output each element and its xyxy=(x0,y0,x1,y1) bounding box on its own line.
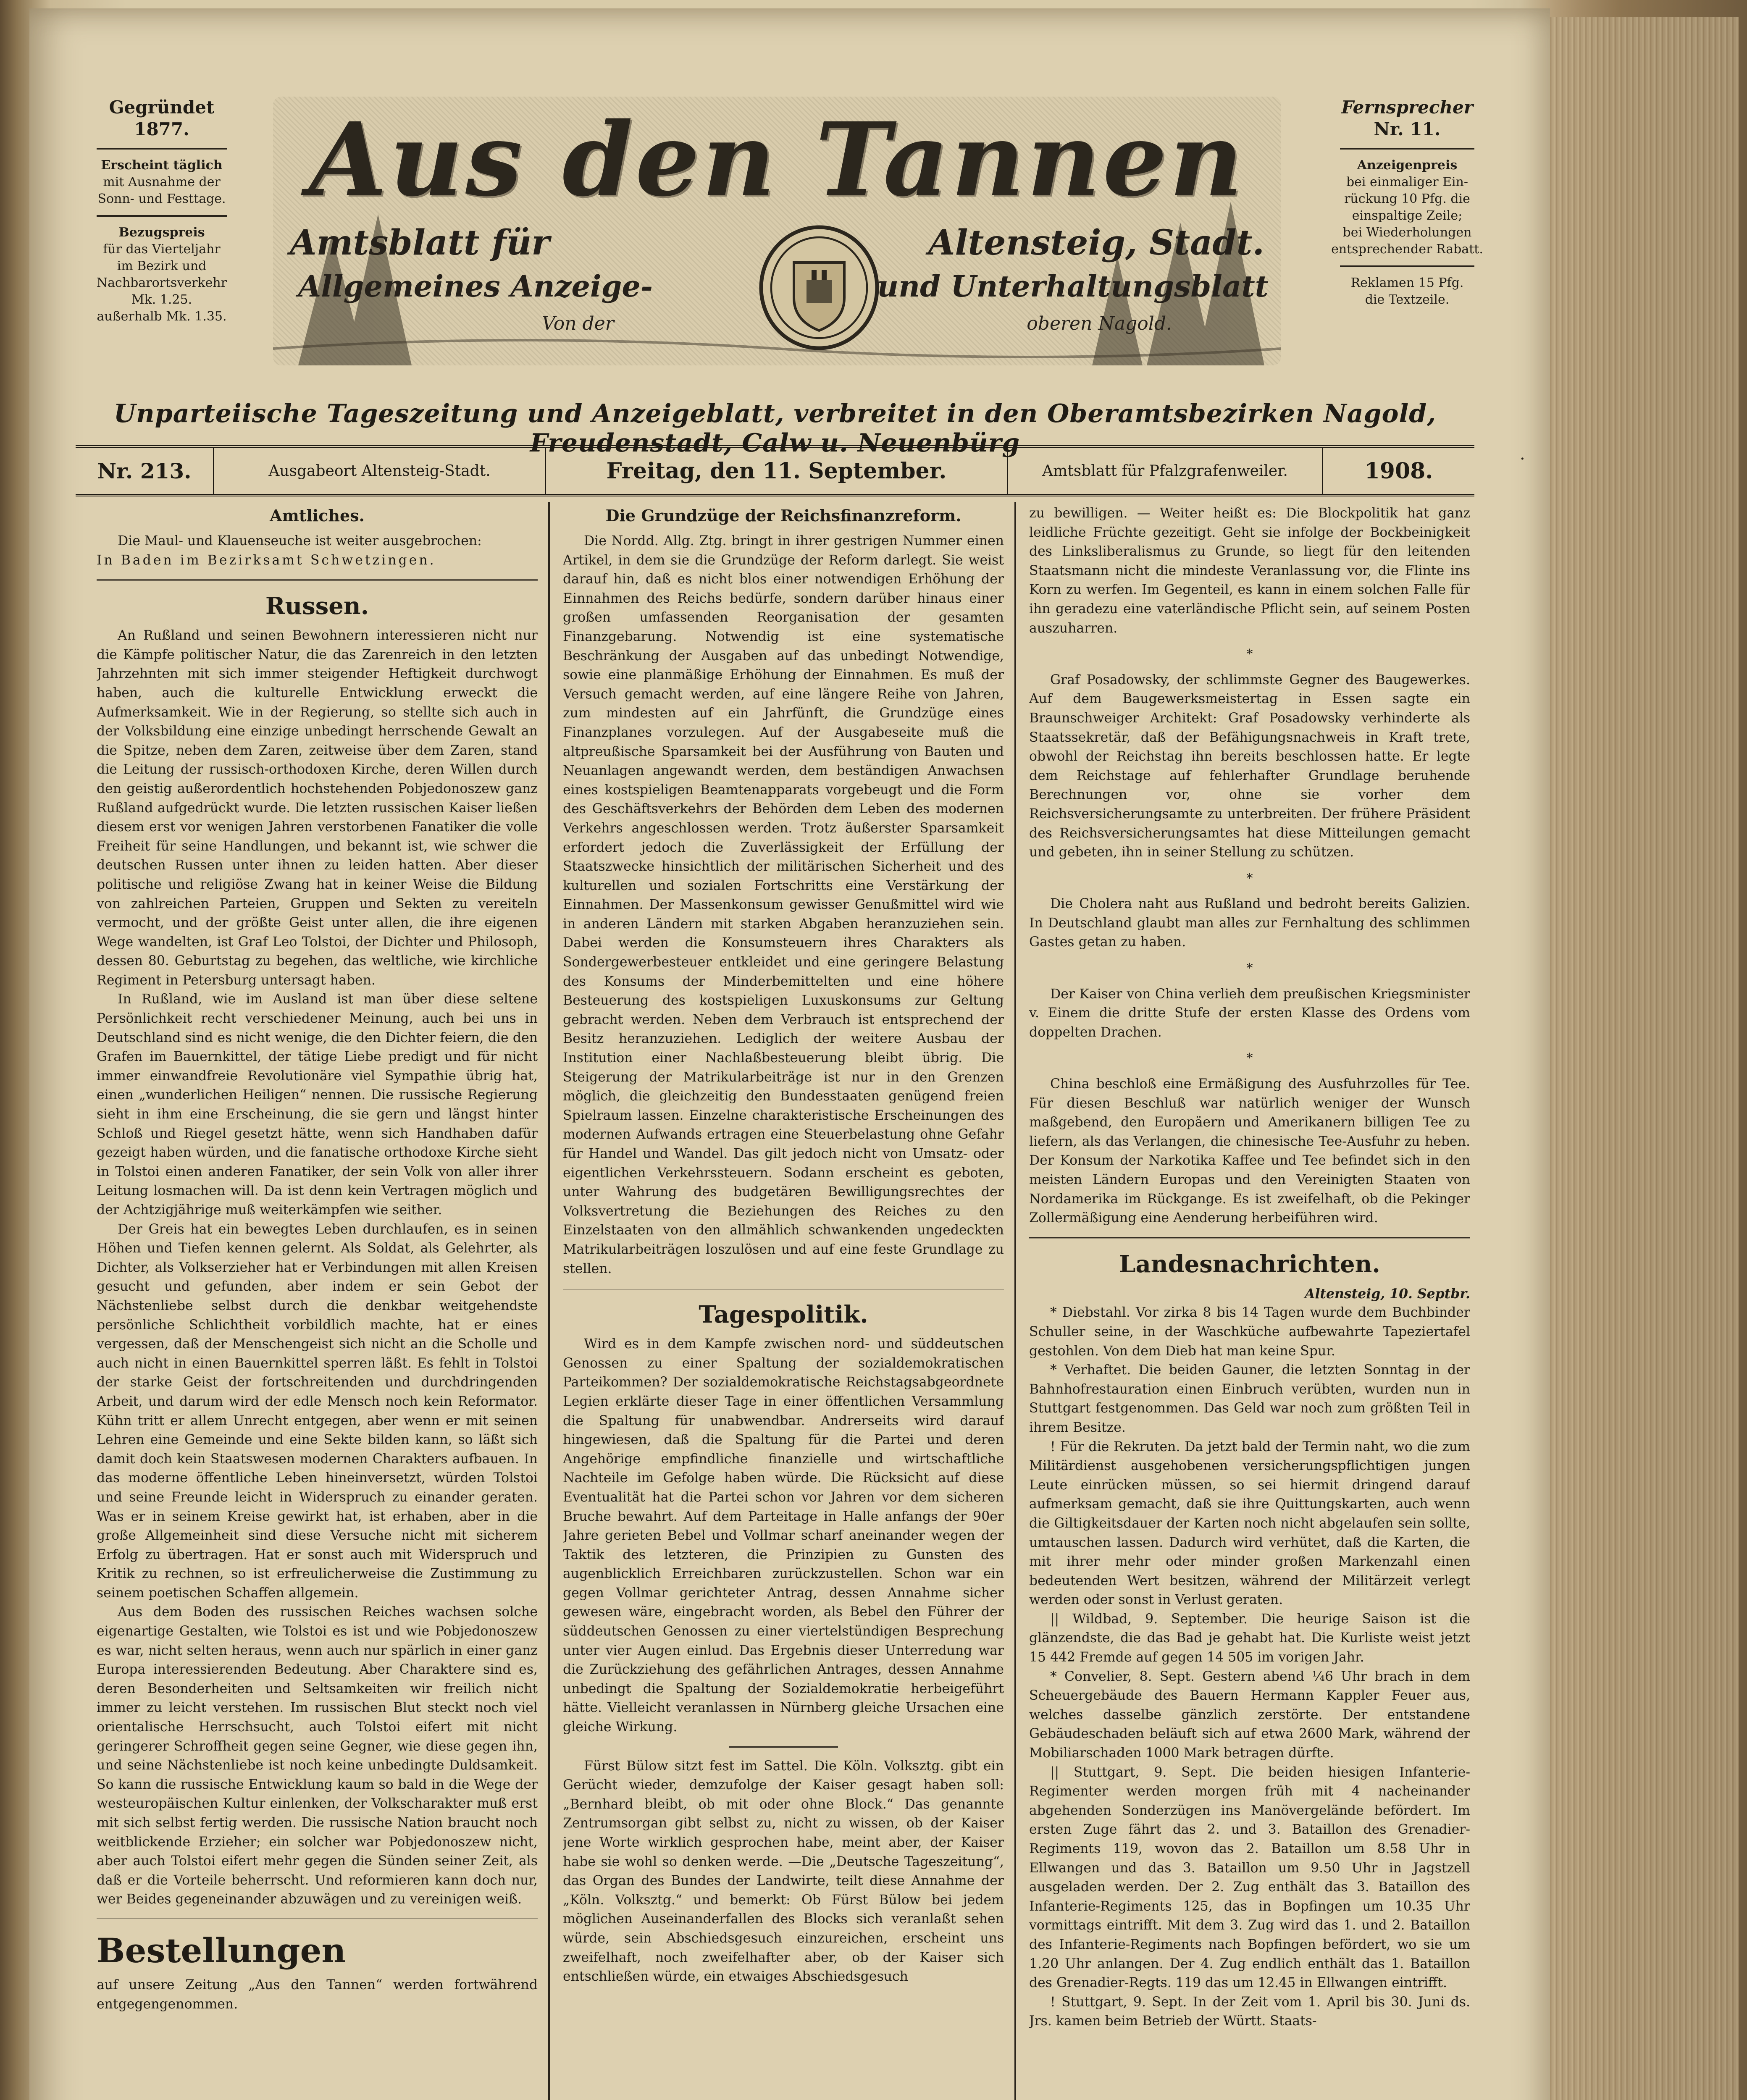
column-rule xyxy=(1014,502,1016,2100)
tagline: Unparteiische Tageszeitung und Anzeigeblatt, verbreitet in den Oberamtsbezirken Nagold, Freudenstadt, Calw u. Neuenbürg xyxy=(113,399,1437,458)
price-line-2: für das Vierteljahr xyxy=(103,242,221,257)
bestellungen-text: auf unsere Zeitung „Aus den Tannen“ werden fortwährend entgegengenommen. xyxy=(97,1977,538,2012)
separator-star: * xyxy=(1246,1051,1253,1066)
issue-year: 1908. xyxy=(1364,458,1433,484)
section-heading-tagespolitik: Tagespolitik. xyxy=(699,1301,868,1329)
ausgabeort: Ausgabeort Altensteig-Stadt. xyxy=(214,448,546,494)
appears-line-3: Sonn- und Festtage. xyxy=(97,192,226,206)
reichsfinanz-paragraph: Die Nordd. Allg. Ztg. bringt in ihrer gestrigen Nummer einen Artikel, in dem sie die Grundzüge der Reform darlegt. Sie weist darauf hin, daß es nicht blos einer notwendigen Erhöhung der Einnahmen des Reichs bedürfe, sondern darüber hinaus einer großen umfassenden Reorganisation der gesamten Finanzgebarung. Notwendig ist eine systematische Beschränkung der Ausgaben auf das unbedingt Notwendige, sowie eine planmäßige Erhöhung der Einnahmen. Es muß der Versuch gemacht werden, auf eine längere Reihe von Jahren, zum mindesten auf ein Jahrfünft, die Grundzüge eines Finanzplanes vorzulegen. Auf der Ausgabeseite muß die altpreußische Sparsamkeit bei der Ausführung von Bauten und Neuanlagen angewandt werden, dem beständigen Anwachsen eines kostspieligen Beamtenapparats vorgebeugt und die Form des Geschäftsverkehrs der Behörden dem Leben des modernen Verkehrs angeschlossen werden. Trotz äußerster Sparsamkeit erfordert jedoch die Zuverlässigkeit der Erfüllung der Staatszwecke hinsichtlich der militärischen Sicherheit und des kulturellen und sozialen Fortschritts eine Verstärkung der Einnahmen. Der Massenkonsum gewisser Genußmittel wird wie in anderen Ländern mit starken Abgaben heranzuziehen sein. Dabei werden die Konsumsteuern ihres Charakters als Sondergewerbesteuer entkleidet und eine geringere Belastung des Konsums der Minderbemittelten und eine höhere Besteuerung des kostspieligen Luxuskonsums zur Geltung gebracht werden. Neben dem Verbrauch ist entsprechend der Besitz heranzuziehen. Lediglich der weitere Ausbau der Institution einer Nachlaßbesteuerung bleibt übrig. Die Steigerung der Matrikularbeiträge ist nur in den Grenzen möglich, die gleichzeitig den Bundesstaaten genügend freien Spielraum lassen. Einzelne charakteristische Erscheinungen des modernen Aufwands ertragen eine Steuerbelastung ohne Gefahr für Handel und Wandel. Das gilt jedoch nicht von Umsatz- oder eigentlichen Verkehrssteuern. Sodann erscheint es geboten, unter Wahrung des budgetären Bewilligungsrechtes der Volksvertretung die Beziehungen des Reiches zu den Einzelstaaten von den allmählich schwankenden ungedeckten Matrikularbeiträgen loszulösen und auf eine feste Grundlage zu stellen. xyxy=(563,533,1004,1276)
divider xyxy=(97,215,227,217)
news-paragraph: Der Kaiser von China verlieh dem preußischen Kriegsminister v. Einem die dritte Stufe der ersten Klasse des Ordens vom doppelten Drachen. xyxy=(1029,986,1470,1040)
subtitle-left-1: Amtsblatt für xyxy=(290,223,550,263)
newspaper-title: Aus den Tannen xyxy=(309,100,1245,219)
page-stack-edge xyxy=(1529,17,1739,2100)
ad-line-5: bei Wiederholungen xyxy=(1342,225,1472,240)
article-heading-russen: Russen. xyxy=(265,592,369,620)
subtitle-right-3: oberen Nagold. xyxy=(1027,313,1172,334)
subtitle-left-3: Von der xyxy=(542,313,614,334)
reklame-line-2: die Textzeile. xyxy=(1365,292,1450,307)
subtitle-left-2: Allgemeines Anzeige- xyxy=(298,269,653,304)
local-news-item: * Diebstahl. Vor zirka 8 bis 14 Tagen wurde dem Buchbinder Schuller seine, in der Waschküche aufbewahrte Tapeziertafel gestohlen. Von dem Dieb hat man keine Spur. xyxy=(1029,1305,1470,1359)
russen-paragraph: Aus dem Boden des russischen Reiches wachsen solche eigenartige Gestalten, wie Tolstoi es ist und wie Pobjedonoszew es war, nicht selten heraus, wenn auch nur spärlich in einer ganz Europa interessierenden Bedeutung. Aber Charaktere sind es, deren Besonderheiten und Seltsamkeiten wir freilich nicht immer zu leicht verstehen. Im russischen Blut steckt noch viel orientalische Herrschsucht, auch Tolstoi eifert mit nicht geringerer Schroffheit gegen seine Gegner, wie diese gegen ihn, und seine Nächstenliebe ist noch keine unbedingte Duldsamkeit. So kann die russische Entwicklung kaum so bald in die Wege der westeuropäischen Kultur einlenken, der Volkscharakter muß erst mit sich selbst fertig werden. Die russische Nation braucht noch weitblickende Erzieher; ein solcher war Pobjedonoszew nicht, aber auch Tolstoi eifert mehr gegen die Sünden seiner Zeit, als daß er die Vorteile beherrscht. Und reformieren kann doch nur, wer Beides gegeneinander abzuwägen und zu vereinigen weiß. xyxy=(97,1604,538,1907)
appears-label: Erscheint täglich xyxy=(101,158,223,173)
price-label: Bezugspreis xyxy=(118,225,205,240)
local-news-item: * Convelier, 8. Sept. Gestern abend ¼6 Uhr brach in dem Scheuergebäude des Bauern Hermann Kappler Feuer aus, welches dasselbe gänzlich zerstörte. Der entstandene Gebäudeschaden beläuft sich auf etwa 2600 Mark, während der Mobiliarschaden 1000 Mark betragen dürfte. xyxy=(1029,1669,1470,1761)
column-rule xyxy=(548,502,550,2100)
ad-price-label: Anzeigenpreis xyxy=(1357,158,1458,173)
separator-star: * xyxy=(1246,647,1253,662)
masthead xyxy=(76,97,1483,382)
local-news-item: ! Für die Rekruten. Da jetzt bald der Termin naht, wo die zum Militärdienst ausgehobenen versicherungspflichtigen jungen Leute einrücken müssen, so sei hiermit dringend darauf aufmerksam gemacht, daß sie ihre Quittungskarten, auch wenn die Giltigkeitsdauer der Karten noch nicht abgelaufen sein sollte, umtauschen lassen. Dadurch wird verhütet, daß die Karten, die mit ihrer mehr oder minder großen Markenzahl einen bedeutenden Wert besitzen, während der Militärzeit verlegt werden oder sonst in Verlust geraten. xyxy=(1029,1439,1470,1608)
issue-date: Freitag, den 11. September. xyxy=(546,448,1008,494)
ad-line-3: rückung 10 Pfg. die xyxy=(1344,192,1470,206)
separator-star: * xyxy=(1246,871,1253,886)
founded-label: Gegründet xyxy=(109,97,215,118)
coat-of-arms-seal-icon xyxy=(756,218,882,357)
column-1 xyxy=(97,504,538,2100)
separator-star: * xyxy=(1246,961,1253,976)
price-line-5: Mk. 1.25. xyxy=(131,292,192,307)
masthead-left-info xyxy=(84,97,239,325)
subtitle-right-2: und Unterhaltungsblatt xyxy=(877,269,1269,304)
russen-paragraph: An Rußland und seinen Bewohnern interessieren nicht nur die Kämpfe politischer Natur, die das Zarenreich in den letzten Jahrzehnten mit sich immer steigender Heftigkeit durchwogt haben, auch die kulturelle Entwicklung erweckt die Aufmerksamkeit. Wie in der Regierung, so stellte sich auch in der Volksbildung eine einzige unbedingt herrschende Gewalt an die Spitze, neben dem Zaren, zeitweise über dem Zaren, stand die Leitung der russisch-orthodoxen Kirche, deren Willen durch den geistig außerordentlich hochstehenden Pobjedonoszew ganz Rußland aufgedrückt wurde. Die letzten russischen Kaiser ließen diesem erst vor wenigen Jahren verstorbenen Fanatiker die volle Freiheit für seine Handlungen, und bekannt ist, wie schwer die deutschen Russen unter ihnen zu leiden hatten. Aber dieser politische und religiöse Zwang hat in keiner Weise die Bildung von zahlreichen Parteien, Gruppen und Sekten zu vereiteln vermocht, und der größte Geist unter allen, die ihre eigenen Wege wandelten, ist Graf Leo Tolstoi, der Dichter und Philosoph, dessen 80. Geburtstag zu begehen, das weltliche, wie kirchliche Regiment in Petersburg untersagt haben. xyxy=(97,628,538,988)
price-line-4: Nachbarortsverkehr xyxy=(96,276,227,290)
tagespolitik-paragraph: Wird es in dem Kampfe zwischen nord- und süddeutschen Genossen zu einer Spaltung der sozialdemokratischen Parteikommen? Der sozialdemokratische Reichstagsabgeordnete Legien erklärte dieser Tage in einer öffentlichen Versammlung die Spaltung für unabwendbar. Andrerseits wird darauf hingewiesen, daß die Spaltung für die Partei und deren Angehörige empfindliche finanzielle und wirtschaftliche Nachteile im Gefolge haben würde. Die Rücksicht auf diese Eventualität hat die Partei schon vor Jahren vor dem sicheren Bruche bewahrt. Auf dem Parteitage in Halle anfangs der 90er Jahre gerieten Bebel und Vollmar scharf aneinander wegen der Taktik des letzteren, die Prinzipien zu Gunsten des augenblicklich Erreichbaren zurückzustellen. Schon war ein gegen Vollmar gerichteter Antrag, dessen Annahme sicher gewesen wäre, eingebracht worden, als Bebel den Führer der süddeutschen Genossen zu einer viertelstündigen Besprechung unter vier Augen einlud. Das Ergebnis dieser Unterredung war die Zurückziehung des gefährlichen Antrages, dessen Annahme unbedingt die Spaltung der Sozialdemokratie herbeigeführt hätte. Vielleicht veranlassen in Nürnberg gleiche Ursachen eine gleiche Wirkung. xyxy=(563,1336,1004,1735)
founded-year: 1877. xyxy=(134,119,189,139)
tagespolitik-paragraph: Fürst Bülow sitzt fest im Sattel. Die Köln. Volksztg. gibt ein Gerücht wieder, demzufolge der Kaiser gesagt haben soll: „Bernhard bleibt, ob mit oder ohne Block.“ Das genannte Zentrumsorgan gibt selbst zu, nicht zu wissen, ob der Kaiser jene Worte wirklich gesprochen habe, meint aber, der Kaiser habe sie wohl so denken werde. —Die „Deutsche Tageszeitung“, das Organ des Bundes der Landwirte, teilt diese Annahme der „Köln. Volksztg.“ und bemerkt: Ob Fürst Bülow bei jedem möglichen Auseinanderfallen des Blocks sich veranlaßt sehen würde, sein Abschiedsgesuch einzureichen, erscheint uns zweifelhaft, noch zweifelhafter aber, ob der Kaiser sich entschließen würde, ein etwaiges Abschiedsgesuch xyxy=(563,1758,1004,1984)
news-paragraph: Graf Posadowsky, der schlimmste Gegner des Baugewerkes. Auf dem Baugewerksmeistertag in Essen sagte ein Braunschweiger Architekt: Graf Posadowsky verhinderte als Staatssekretär, daß der Befähigungsnachweis in Kraft trete, obwohl der Reichstag ihn bereits beschlossen hatte. Er legte dem Reichstage auf fehlerhafter Grundlage beruhende Berechnungen vor, ohne sie vorher dem Reichsversicherungsamte zu unterbreiten. Der frühere Präsident des Reichsversicherungsamtes hat diese Mitteilungen gemacht und gebeten, ihn in seiner Stellung zu schützen. xyxy=(1029,672,1470,860)
section-heading-amtliches: Amtliches. xyxy=(270,506,365,525)
amtliches-line-2: In Baden im Bezirksamt Schwetzingen. xyxy=(97,552,436,568)
ad-line-2: bei einmaliger Ein- xyxy=(1346,175,1469,189)
divider xyxy=(1340,148,1474,150)
amtliches-line-1: Die Maul- und Klauenseuche ist weiter ausgebrochen: xyxy=(118,533,482,549)
local-news-item: || Stuttgart, 9. Sept. Die beiden hiesigen Infanterie-Regimenter werden morgen früh mit 4 nacheinander abgehenden Sonderzügen ins Manövergelände befördert. Im ersten Zuge fährt das 2. und 3. Bataillon des Grenadier-Regiments 119, wovon das 2. Bataillon um 8.58 Uhr in Ellwangen und das 3. Bataillon um 9.50 Uhr in Jagstzell ausgeladen werden. Der 2. Zug enthält das 3. Bataillon des Infanterie-Regiments 125, das in Bopfingen um 10.35 Uhr vormittags eintrifft. Mit dem 3. Zug wird das 1. und 2. Bataillon des Infanterie-Regiments nach Bopfingen befördert, wo sie um 1.20 Uhr anlangen. Der 4. Zug endlich enthält das 1. Bataillon des Grenadier-Regts. 119 das um 12.45 in Ellwangen eintrifft. xyxy=(1029,1764,1470,1991)
ad-line-4: einspaltige Zeile; xyxy=(1352,208,1463,223)
russen-paragraph: Der Greis hat ein bewegtes Leben durchlaufen, es in seinen Höhen und Tiefen kennen gelernt. Als Soldat, als Gelehrter, als Dichter, als Volkserzieher hat er Verbindungen mit allen Kreisen gesucht und gefunden, aber indem er sein Gebot der Nächstenliebe selbst durch die denkbar weitgehendste persönliche Schlichtheit vorbildlich machte, hat er eines vergessen, daß der Menschengeist sich nicht an die Scholle und auch nicht in einen Bauernkittel sperren läßt. Es fehlt in Tolstoi der starke Geist der fortschreitenden und durchdringenden Arbeit, und darum wird der edle Mensch noch kein Reformator. Kühn tritt er allem Unrecht entgegen, aber wenn er mit seinen Lehren eine Gemeinde und eine Sekte bilden kann, so läßt sich damit doch kein Staatswesen modernen Charakters aufbauen. In das moderne öffentliche Leben hineinversetzt, würden Tolstoi und seine Freunde leicht in Widerspruch zu einander geraten. Was er in seinem Kreise gewirkt hat, ist erhaben, aber in die große Allgemeinheit sind diese Versuche nicht mit sicherem Erfolg zu übertragen. Hat er sonst auch mit Widerspruch und Kritik zu rechnen, so ist erfreulicherweise die Zustimmung zu seinem poetischen Schaffen allgemein. xyxy=(97,1221,538,1601)
price-line-3: im Bezirk und xyxy=(117,259,207,273)
masthead-title-block xyxy=(273,97,1281,365)
article-heading-reichsfinanzreform: Die Grundzüge der Reichsfinanzreform. xyxy=(605,506,962,525)
divider xyxy=(1029,1237,1470,1239)
amtsblatt-note: Amtsblatt für Pfalzgrafenweiler. xyxy=(1008,448,1323,494)
phone-number: Nr. 11. xyxy=(1374,119,1441,139)
masthead-right-info xyxy=(1327,97,1487,308)
bestellungen-heading: Bestellungen xyxy=(97,1930,346,1970)
column-3 xyxy=(1029,504,1470,2100)
news-paragraph: China beschloß eine Ermäßigung des Ausfuhrzolles für Tee. Für diesen Beschluß war natürlich weniger der Wunsch maßgebend, den Europäern und Amerikanern billigen Tee zu liefern, als das Verlangen, die chinesische Tee-Ausfuhr zu heben. Der Konsum der Narkotika Kaffee und Tee befindet sich in den meisten Ländern Europas und den Vereinigten Staaten von Nordamerika im Rückgange. Es ist zweifelhaft, ob die Pekinger Zollermäßigung eine Aenderung herbeiführen wird. xyxy=(1029,1076,1470,1226)
news-paragraph: Die Cholera naht aus Rußland und bedroht bereits Galizien. In Deutschland glaubt man alles zur Fernhaltung des schlimmen Gastes getan zu haben. xyxy=(1029,896,1470,950)
subtitle-right-1: Altensteig, Stadt. xyxy=(928,223,1264,263)
divider xyxy=(1340,265,1474,267)
divider xyxy=(729,1746,838,1748)
russen-paragraph: In Rußland, wie im Ausland ist man über diese seltene Persönlichkeit recht verschiedener Meinung, auch bei uns in Deutschland sind es nicht wenige, die den Dichter feiern, die den Grafen im Bauernkittel, der tätige Liebe predigt und für nicht immer einwandfreie Revolutionäre viel Sympathie übrig hat, einen „wunderlichen Heiligen“ nennen. Die russische Regierung sieht in ihm eine Erscheinung, die sie gern und längst hinter Schloß und Riegel gesetzt hätte, wenn sich Handhaben dafür gezeigt haben würden, und die fanatische orthodoxe Kirche sieht in Tolstoi einen anderen Fanatiker, der sein Volk von aller ihrer Leitung losmachen will. Da ist denn kein Vertragen möglich und der Achtzigjährige muß weiterkämpfen wie seither. xyxy=(97,992,538,1218)
issue-info-bar xyxy=(76,445,1474,496)
divider xyxy=(97,579,538,581)
divider xyxy=(97,1919,538,1920)
local-news-item: * Verhaftet. Die beiden Gauner, die letzten Sonntag in der Bahnhofrestauration einen Einbruch verübten, wurden nun in Stuttgart festgenommen. Das Geld war noch zum größten Teil in ihrem Besitze. xyxy=(1029,1362,1470,1435)
appears-line-2: mit Ausnahme der xyxy=(103,175,221,189)
divider xyxy=(563,1288,1004,1289)
ad-line-6: entsprechender Rabatt. xyxy=(1331,242,1483,257)
divider xyxy=(97,148,227,150)
issue-number: Nr. 213. xyxy=(76,448,214,494)
margin-mark: · xyxy=(1520,449,1525,469)
local-news-item: ! Stuttgart, 9. Sept. In der Zeit vom 1. April bis 30. Juni ds. Jrs. kamen beim Betrieb der Württ. Staats- xyxy=(1029,1994,1470,2029)
section-heading-landesnachrichten: Landesnachrichten. xyxy=(1119,1250,1380,1278)
local-news-item: || Wildbad, 9. September. Die heurige Saison ist die glänzendste, die das Bad je gehabt hat. Die Kurliste weist jetzt 15 442 Fremde auf gegen 14 505 im vorigen Jahr. xyxy=(1029,1611,1470,1665)
column-2 xyxy=(563,504,1004,2100)
reklame-line-1: Reklamen 15 Pfg. xyxy=(1350,276,1464,290)
phone-label: Fernsprecher xyxy=(1341,97,1473,118)
newspaper-page xyxy=(29,8,1550,2100)
price-line-6: außerhalb Mk. 1.35. xyxy=(97,309,227,324)
continued-paragraph: zu bewilligen. — Weiter heißt es: Die Blockpolitik hat ganz leidliche Früchte gezeitigt. Geht sie infolge der Bockbeinigkeit des Linksliberalismus zu Grunde, so liegt für den leitenden Staatsmann nicht die mindeste Veranlassung vor, die Flinte ins Korn zu werfen. Im Gegenteil, es kann in einem solchen Falle für ihn geradezu eine vaterländische Pflicht sein, auf seinem Posten auszuharren. xyxy=(1029,506,1470,636)
dateline: Altensteig, 10. Septbr. xyxy=(1305,1286,1470,1302)
